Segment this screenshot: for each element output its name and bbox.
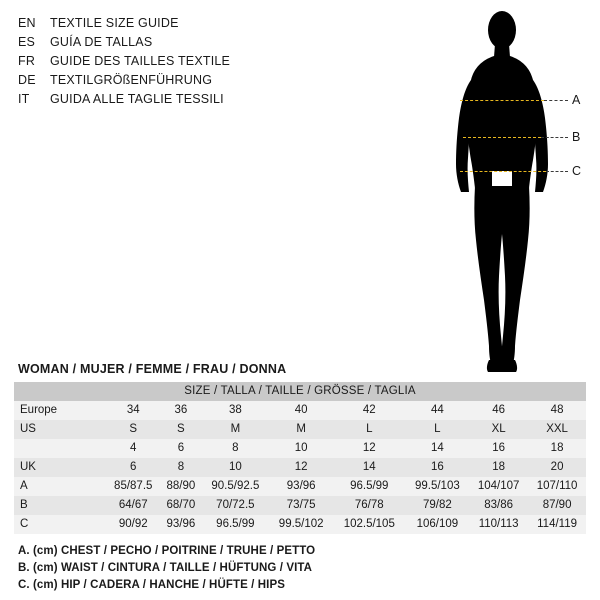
cell: 88/90 [166,480,196,492]
language-code: ES [18,35,36,49]
row-label [14,439,106,458]
cell: L [434,423,441,435]
row-label: B [20,499,28,511]
language-row [18,92,318,111]
cell: 73/75 [286,499,316,511]
table-row [14,496,586,515]
cell: 14 [362,461,376,473]
cell: 104/107 [477,480,520,492]
language-title: GUÍA DE TALLAS [50,35,153,49]
cell: M [230,423,241,435]
measurement-legend [18,543,578,594]
table-row [14,458,586,477]
cell: 96.5/99 [350,480,389,492]
cell: 110/113 [478,518,519,530]
language-title: TEXTILE SIZE GUIDE [50,16,179,30]
cell: 6 [130,461,137,473]
cell: 90/92 [118,518,148,530]
cell: 4 [130,442,137,454]
language-row [18,73,318,92]
female-silhouette-icon [430,8,590,378]
table-row [14,477,586,496]
cell: 96.5/99 [216,518,255,530]
cell: 46 [492,404,506,416]
cell: 114/119 [537,518,578,530]
language-title: GUIDE DES TAILLES TEXTILE [50,54,231,68]
table-row [14,515,586,534]
size-table [14,382,586,534]
table-group-title: WOMAN / MUJER / FEMME / FRAU / DONNA [18,362,287,376]
body-figure [430,8,590,378]
cell: 34 [126,404,140,416]
cell: 83/86 [484,499,514,511]
language-title: GUIDA ALLE TAGLIE TESSILI [50,92,224,106]
row-label: C [20,518,29,530]
cell: XL [491,423,506,435]
row-label: Europe [20,404,58,416]
cell: 12 [294,461,308,473]
table-header-row [14,382,586,401]
table-row [14,439,586,458]
language-code: FR [18,54,36,68]
cell: 93/96 [286,480,316,492]
cell: 12 [362,442,376,454]
row-label: US [20,423,36,435]
cell: 79/82 [422,499,452,511]
cell: 102.5/105 [343,518,395,530]
cell: 40 [294,404,308,416]
legend-row-a: A. (cm) CHEST / PECHO / POITRINE / TRUHE / PETTO [18,545,316,557]
cell: 99.5/102 [278,518,324,530]
cell: 90.5/92.5 [211,480,260,492]
cell: 10 [228,461,242,473]
measure-label-b: B [572,130,581,144]
cell: 44 [430,404,444,416]
cell: L [366,423,373,435]
language-code: EN [18,16,36,30]
cell: 87/90 [542,499,572,511]
legend-row-b: B. (cm) WAIST / CINTURA / TAILLE / HÜFTUNG / VITA [18,562,313,574]
row-label: UK [20,461,36,473]
language-code: IT [18,92,30,106]
measure-line-hip [460,171,546,172]
cell: 8 [177,461,185,473]
cell: 64/67 [118,499,148,511]
table-row [14,420,586,439]
cell: 38 [228,404,242,416]
cell: S [177,423,185,435]
cell: 18 [492,461,506,473]
measure-label-a: A [572,93,581,107]
legend-row-c: C. (cm) HIP / CADERA / HANCHE / HÜFTE / HIPS [18,579,286,591]
language-list [18,16,318,111]
measure-leader-hip [546,171,568,172]
cell: S [129,423,138,435]
cell: 107/110 [536,480,578,492]
cell: 16 [430,461,444,473]
table-header-label: SIZE / TALLA / TAILLE / GRÖSSE / TAGLIA [184,385,416,397]
language-row [18,16,318,35]
cell: 36 [174,404,188,416]
language-title: TEXTILGRÖßENFÜHRUNG [50,73,213,87]
measure-leader-chest [544,100,568,101]
cell: 68/70 [166,499,196,511]
cell: 93/96 [166,518,196,530]
measure-line-waist [463,137,541,138]
cell: 8 [232,442,239,454]
cell: XXL [546,423,568,435]
cell: M [296,423,306,435]
cell: 14 [430,442,444,454]
cell: 99.5/103 [414,480,460,492]
cell: 18 [550,442,564,454]
language-row [18,54,318,73]
cell: 20 [550,461,564,473]
language-row [18,35,318,54]
cell: 48 [550,404,564,416]
cell: 42 [362,404,376,416]
cell: 76/78 [354,499,384,511]
measure-label-c: C [572,164,582,178]
cell: 6 [177,442,185,454]
cell: 106/109 [416,518,459,530]
cell: 10 [294,442,308,454]
measure-leader-waist [541,137,568,138]
cell: 70/72.5 [216,499,255,511]
language-code: DE [18,73,36,87]
cell: 16 [492,442,506,454]
table-row [14,401,586,420]
cell: 85/87.5 [114,480,153,492]
row-label: A [20,480,28,492]
measure-line-chest [460,100,544,101]
